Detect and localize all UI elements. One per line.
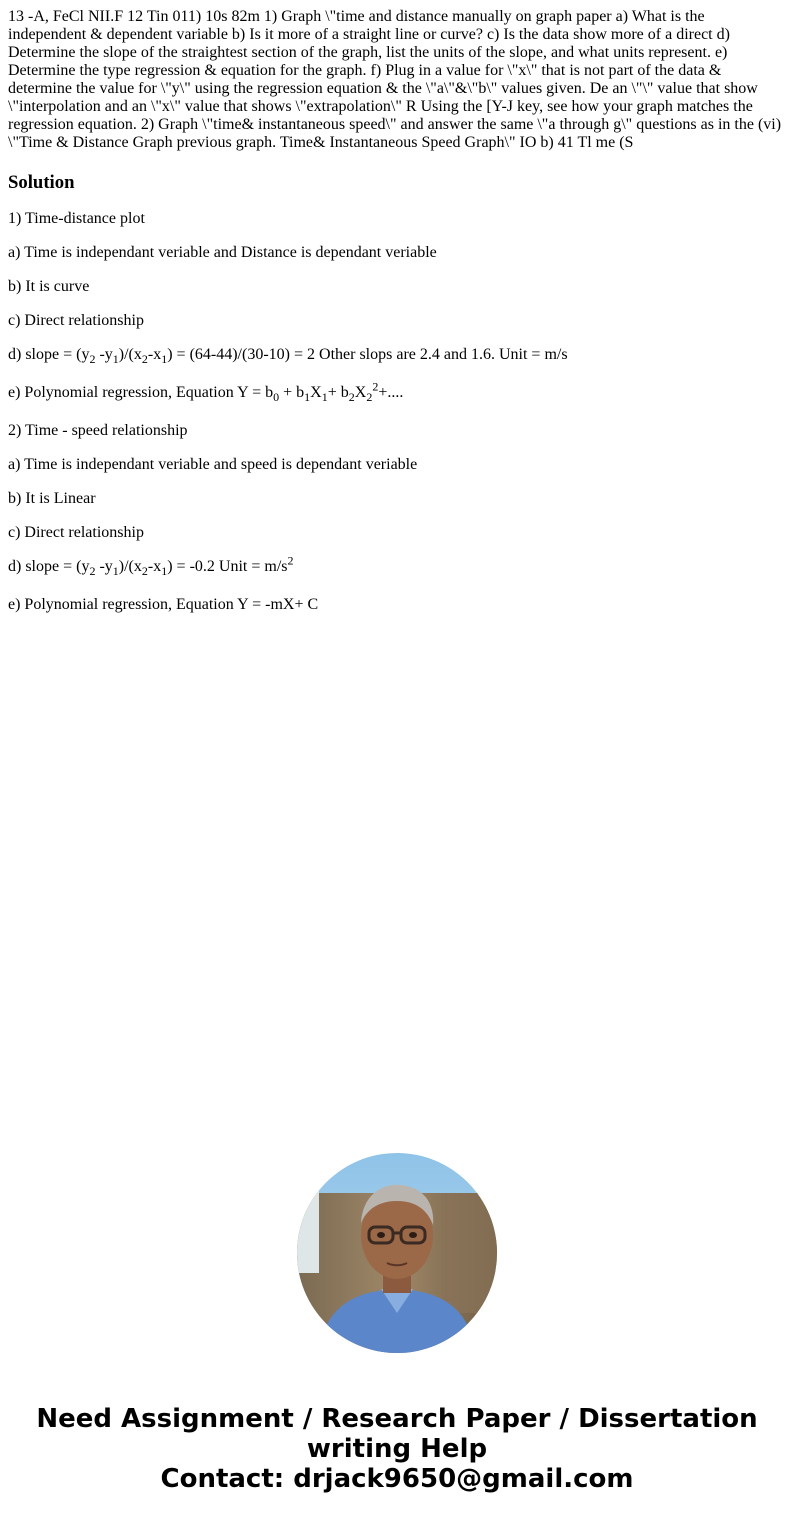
avatar-portrait [297,1153,497,1353]
answer-1-title: 1) Time-distance plot [8,210,145,227]
answer-1e: e) Polynomial regression, Equation $Y = b_0 + b_1X_1+ b_2X_2^2+$.... [8,379,404,405]
footer-contact: Contact: drjack9650@gmail.com [160,1464,634,1494]
promo-footer [0,1404,794,1494]
document-body [8,8,786,614]
answer-2a: a) Time is independant veriable and speed is dependant veriable [8,456,418,473]
answer-2b: b) It is Linear [8,490,96,507]
answer-2d-suffix: ) = -0.2 Unit = m/s [167,558,288,575]
answer-1b: b) It is curve [8,278,90,295]
answer-2c: c) Direct relationship [8,524,144,541]
answer-1d-prefix: d) slope = (y [8,346,90,363]
answer-2-title: 2) Time - speed relationship [8,422,188,439]
question-text: 13 -A, FeCl NII.F 12 Tin 011) 10s 82m 1) Graph \"time and distance manually on graph paper a) What is the independent & dependent variable b) Is it more of a straight line or curve? c) Is the data show more of a direct d) Determine the slope of the straightest section of the graph, list the units of the slope, and what units represent. e) Determine the type regression & equation for the graph. f) Plug in a value for \"x\" that is not part of the data & determine the value for \"y\" using the regression equation & the \"a\"&\"b\" values given. De an \"\" value that show \"interpolation and an \"x\" value that shows \"extrapolation\" R Using the [Y-J key, see how your graph matches the regression equation. 2) Graph \"time& instantaneous speed\" and answer the same \"a through g\" questions as in the (vi) \"Time & Distance Graph previous graph. Time& Instantaneous Speed Graph\" IO b) 41 Tl me (S [8,8,782,151]
footer-line-1: Need Assignment / Research Paper / Dissertation [36,1404,758,1434]
footer-line-2: writing Help [306,1434,488,1464]
answer-1e-suffix: +.... [378,384,404,401]
answer-2d: d) slope = ($y_2$ $-y_1)/(x_2-x_1) = -0.2$ Unit = $m/s^2$ [8,553,294,579]
answer-2d-prefix: d) slope = (y [8,558,90,575]
answer-1d: d) slope = ($y_2$ $-y_1)/(x_2-x_1) = (64-44)/(30-10) = 2$ Other slops are 2.4 and 1.6. Unit = m/s [8,346,568,367]
answer-2e: e) Polynomial regression, Equation Y = -mX+ C [8,596,319,613]
author-avatar [297,1153,497,1353]
answer-1a: a) Time is independant veriable and Distance is dependant veriable [8,244,437,261]
answer-1c: c) Direct relationship [8,312,144,329]
answer-1d-suffix: ) = (64-44)/(30-10) = 2 Other slops are 2.4 and 1.6. Unit = m/s [167,346,568,363]
answer-1e-prefix: e) Polynomial regression, Equation Y = b [8,384,274,401]
solution-heading: Solution [8,172,75,193]
